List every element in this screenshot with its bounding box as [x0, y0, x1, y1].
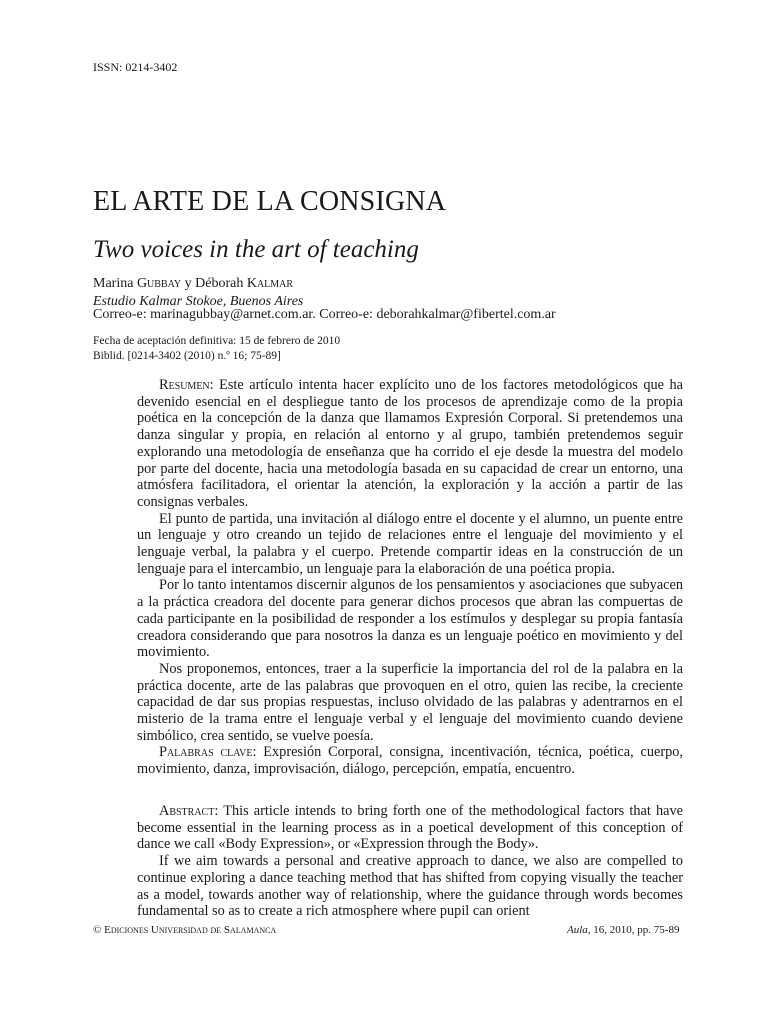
keywords-section	[137, 744, 683, 777]
affiliation: Estudio Kalmar Stokoe, Buenos Aires	[93, 294, 304, 309]
abstract-paragraph: If we aim towards a personal and creative approach to dance, we also are compelled to continue exploring a dance teaching method that has shifted from copying visually the teacher as a model, towards another way of relationship, where the guidance through words becomes fundamental so as to create a rich atmosphere where pupil can orient	[137, 853, 683, 920]
author-1-first: Marina	[93, 276, 137, 291]
citation-details: , 16, 2010, pp. 75-89	[587, 924, 680, 936]
author-separator: y	[181, 276, 196, 291]
abstract-section	[137, 803, 683, 920]
resumen-paragraph: Por lo tanto intentamos discernir algunos de los pensamientos y asociaciones que subyacen a la práctica creadora del docente para generar dichos procesos que abran las compuertas de cada participante en la posibilidad de responder a los estímulos y desplegar su propia fantasía creadora considerando que para nosotros la danza es un lenguaje poético en movimiento y del movimiento.	[137, 577, 683, 661]
resumen-paragraph: El punto de partida, una invitación al diálogo entre el docente y el alumno, un puente entre un lenguaje y otro creando un tejido de relaciones entre el lenguaje del movimiento y el lenguaje verbal, la palabra y el cuerpo. Pretende compartir ideas en la construcción de un lenguaje para el intercambio, un lenguaje para la elaboración de una poética propia.	[137, 510, 683, 577]
resumen-label: Resumen	[159, 377, 210, 393]
article-subtitle: Two voices in the art of teaching	[93, 236, 419, 263]
biblid: Biblid. [0214-3402 (2010) n.º 16; 75-89]	[93, 350, 281, 362]
keywords-paragraph: Palabras clave: Expresión Corporal, consigna, incentivación, técnica, poética, cuerpo, movimiento, danza, improvisación, diálogo, percepción, empatía, encuentro.	[137, 744, 683, 777]
journal-name: Aula	[567, 924, 588, 936]
resumen-paragraph: Resumen: Este artículo intenta hacer explícito uno de los factores metodológicos que ha devenido esencial en el despliegue tanto de los procesos de aprendizaje como de la propia poética en la concepción de la danza que llamamos Expresión Corporal. Si pretendemos una danza singular y propia, en relación al entorno y al grupo, también pretendemos seguir explorando una metodología de enseñanza que ha corrido el eje desde la muestra del modelo por parte del docente, hacia una metodología basada en su capacidad de crear un entorno, una atmósfera facilitadora, el orientar la atención, la exploración y la acción a partir de las consignas verbales.	[137, 377, 683, 510]
abstract-paragraph: Abstract: This article intends to bring forth one of the methodological factors that have become essential in the learning process as in a poetical development of this conception of dance we call «Body Expression», or «Expression through the Body».	[137, 803, 683, 853]
article-title: EL ARTE DE LA CONSIGNA	[93, 186, 447, 217]
author-1-last: Gubbay	[136, 276, 182, 291]
author-2-last: Kalmar	[246, 276, 294, 291]
abstract-label: Abstract	[159, 803, 215, 819]
issn: ISSN: 0214-3402	[93, 60, 178, 74]
authors	[93, 276, 293, 292]
keywords-label: Palabras clave	[159, 744, 253, 760]
footer-citation	[567, 924, 679, 936]
emails: Correo-e: marinagubbay@arnet.com.ar. Correo-e: deborahkalmar@fibertel.com.ar	[93, 307, 556, 322]
footer-publisher	[93, 924, 276, 936]
acceptance-date: Fecha de aceptación definitiva: 15 de febrero de 2010	[93, 335, 341, 347]
copyright-symbol: ©	[93, 924, 105, 936]
publisher-name: Ediciones Universidad de Salamanca	[104, 924, 277, 936]
resumen-paragraph: Nos proponemos, entonces, traer a la superficie la importancia del rol de la palabra en la práctica docente, arte de las palabras que provoquen en el otro, quien las recibe, la creciente capacidad de dar sus propias respuestas, incluso olvidado de las palabras y adentrarnos en el misterio de la trama entre el lenguaje verbal y el lenguaje del movimiento cuando deviene simbólico, crea sentido, se vuelve poesía.	[137, 660, 683, 744]
author-2-first: Déborah	[195, 276, 247, 291]
resumen-section	[137, 377, 683, 744]
